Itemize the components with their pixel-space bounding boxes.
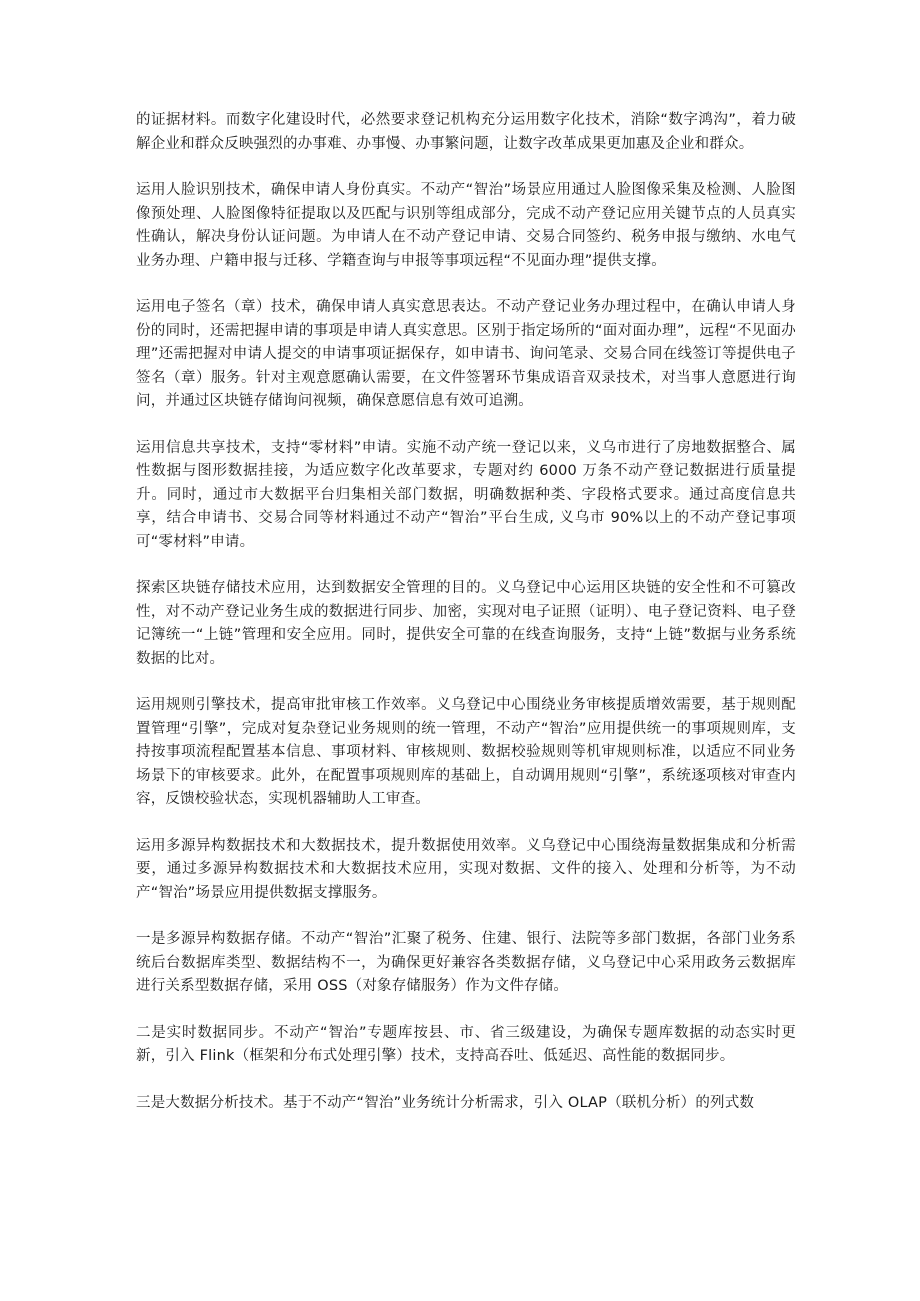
paragraph-face-recognition: 运用人脸识别技术，确保申请人身份真实。不动产“智治”场景应用通过人脸图像采集及检测、人脸图像预处理、人脸图像特征提取以及匹配与识别等组成部分，完成不动产登记应用关键节点的人员真实性确认，解决身份认证问题。为申请人在不动产登记申请、交易合同签约、税务申报与缴纳、水电气业务办理、户籍申报与迁移、学籍查询与申报等事项远程“不见面办理”提供支撑。 — [136, 182, 796, 269]
paragraph-big-data-analysis: 三是大数据分析技术。基于不动产“智治”业务统计分析需求，引入 OLAP（联机分析）的列式数 — [136, 1094, 755, 1111]
paragraph-evidence-materials: 的证据材料。而数字化建设时代，必然要求登记机构充分运用数字化技术，消除“数字鸿沟”，着力破解企业和群众反映强烈的办事难、办事慢、办事繁问题，让数字改革成果更加惠及企业和群众。 — [136, 112, 796, 152]
paragraph-rule-engine: 运用规则引擎技术，提高审批审核工作效率。义乌登记中心围绕业务审核提质增效需要，基于规则配置管理“引擎”，完成对复杂登记业务规则的统一管理，不动产“智治”应用提供统一的事项规则库，支持按事项流程配置基本信息、事项材料、审核规则、数据校验规则等机审规则标准，以适应不同业务场景下的审核要求。此外，在配置事项规则库的基础上，自动调用规则“引擎”，系统逐项核对审查内容，反馈校验状态，实现机器辅助人工审查。 — [136, 697, 796, 807]
paragraph-heterogeneous-storage: 一是多源异构数据存储。不动产“智治”汇聚了税务、住建、银行、法院等多部门数据，各部门业务系统后台数据库类型、数据结构不一，为确保更好兼容各类数据存储，义乌登记中心采用政务云数据库进行关系型数据存储，采用 OSS（对象存储服务）作为文件存储。 — [136, 931, 796, 994]
paragraph-big-data: 运用多源异构数据技术和大数据技术，提升数据使用效率。义乌登记中心围绕海量数据集成和分析需要，通过多源异构数据技术和大数据技术应用，实现对数据、文件的接入、处理和分析等，为不动产“智治”场景应用提供数据支撑服务。 — [136, 837, 796, 901]
paragraph-electronic-signature: 运用电子签名（章）技术，确保申请人真实意思表达。不动产登记业务办理过程中，在确认申请人身份的同时，还需把握申请的事项是申请人真实意思。区别于指定场所的“面对面办理”，远程“不见面办理”还需把握对申请人提交的申请事项证据保存，如申请书、询问笔录、交易合同在线签订等提供电子签名（章）服务。针对主观意愿确认需要，在文件签署环节集成语音双录技术，对当事人意愿进行询问，并通过区块链存储询问视频，确保意愿信息有效可追溯。 — [136, 299, 796, 409]
document-body — [136, 109, 796, 1138]
paragraph-realtime-sync: 二是实时数据同步。不动产“智治”专题库按县、市、省三级建设，为确保专题库数据的动态实时更新，引入 Flink（框架和分布式处理引擎）技术，支持高吞吐、低延迟、高性能的数据同步。 — [136, 1024, 796, 1064]
paragraph-blockchain-storage: 探索区块链存储技术应用，达到数据安全管理的目的。义乌登记中心运用区块链的安全性和不可篡改性，对不动产登记业务生成的数据进行同步、加密，实现对电子证照（证明）、电子登记资料、电子登记簿统一“上链”管理和安全应用。同时，提供安全可靠的在线查询服务，支持“上链”数据与业务系统数据的比对。 — [136, 580, 796, 667]
paragraph-information-sharing: 运用信息共享技术，支持“零材料”申请。实施不动产统一登记以来，义乌市进行了房地数据整合、属性数据与图形数据挂接，为适应数字化改革要求，专题对约 6000 万条不动产登记数据进行质量提升。同时，通过市大数据平台归集相关部门数据，明确数据种类、字段格式要求。通过高度信息共享，结合申请书、交易合同等材料通过不动产“智治”平台生成, 义乌市 90%以上的不动产登记事项可“零材料”申请。 — [136, 439, 796, 550]
